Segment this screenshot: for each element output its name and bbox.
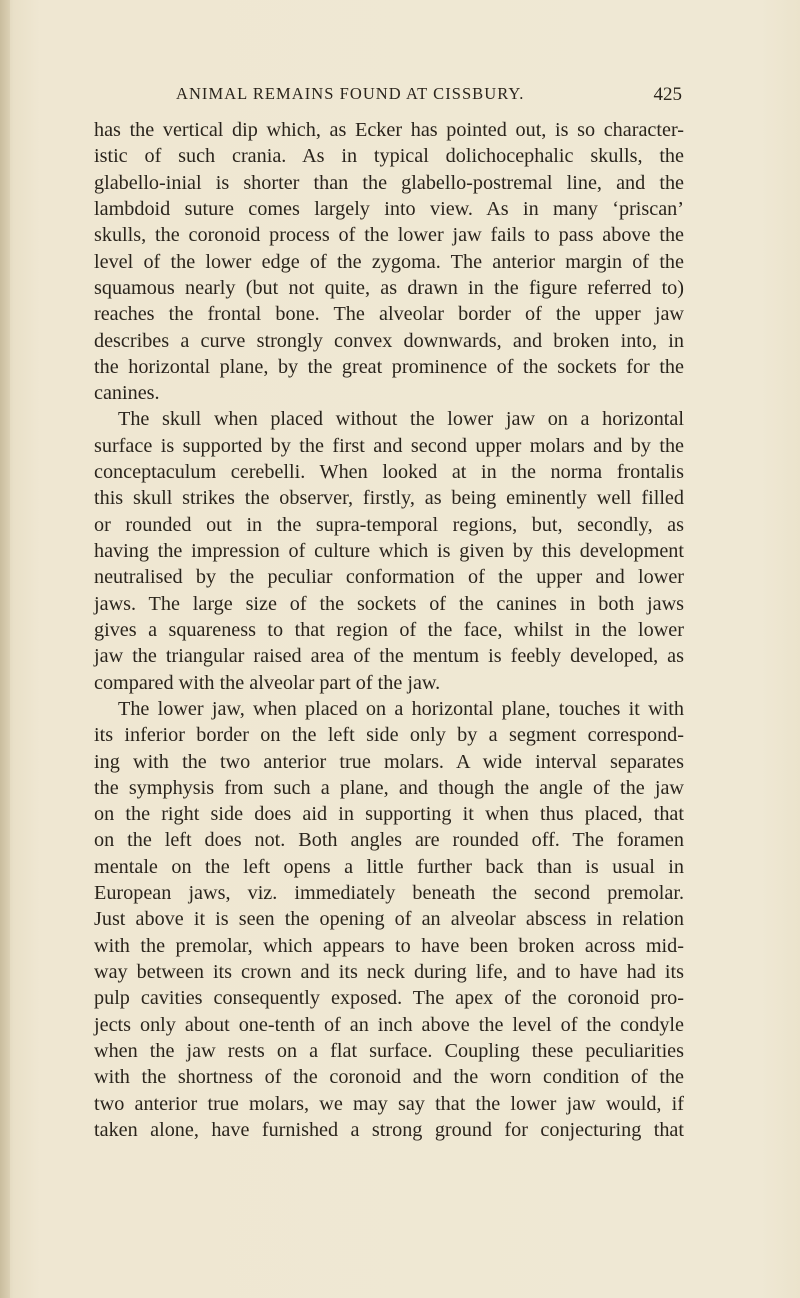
text-line: surface is supported by the first and second upper molars and by the xyxy=(94,434,684,457)
text-line: Just above it is seen the opening of an alveolar abscess in relation xyxy=(94,908,684,931)
text-line: The lower jaw, when placed on a horizontal plane, touches it with xyxy=(118,697,684,720)
text-line: pulp cavities consequently exposed. The apex of the coronoid pro- xyxy=(94,987,684,1010)
running-head: ANIMAL REMAINS FOUND AT CISSBURY. xyxy=(176,84,525,103)
text-line: on the left does not. Both angles are rounded off. The foramen xyxy=(94,829,684,852)
text-line: has the vertical dip which, as Ecker has pointed out, is so character- xyxy=(94,119,684,141)
text-line: neutralised by the peculiar conformation of the upper and lower xyxy=(94,566,684,589)
text-line: lambdoid suture comes largely into view. As in many ‘priscan’ xyxy=(94,197,684,220)
page-gutter-shadow xyxy=(0,0,10,1298)
text-line: when the jaw rests on a flat surface. Coupling these peculiarities xyxy=(94,1039,684,1062)
text-line: the symphysis from such a plane, and though the angle of the jaw xyxy=(94,776,684,799)
text-line: or rounded out in the supra-temporal regions, but, secondly, as xyxy=(94,513,684,536)
text-line: The skull when placed without the lower jaw on a horizontal xyxy=(118,408,684,431)
text-line: describes a curve strongly convex downwards, and broken into, in xyxy=(94,329,684,352)
text-line: canines. xyxy=(94,382,160,405)
text-line: conceptaculum cerebelli. When looked at in the norma frontalis xyxy=(94,461,684,484)
text-line: with the shortness of the coronoid and the worn condition of the xyxy=(94,1066,684,1089)
text-line: way between its crown and its neck during life, and to have had its xyxy=(94,961,684,983)
text-line: the horizontal plane, by the great prominence of the sockets for the xyxy=(94,355,684,378)
text-line: mentale on the left opens a little further back than is usual in xyxy=(94,855,684,878)
text-line: compared with the alveolar part of the jaw. xyxy=(94,671,441,694)
text-line: ing with the two anterior true molars. A wide interval separates xyxy=(94,750,684,773)
text-line: its inferior border on the left side only by a segment correspond- xyxy=(94,724,684,747)
text-line: two anterior true molars, we may say that the lower jaw would, if xyxy=(94,1092,684,1115)
text-line: European jaws, viz. immediately beneath the second premolar. xyxy=(94,882,684,905)
text-line: reaches the frontal bone. The alveolar border of the upper jaw xyxy=(94,303,684,326)
page-number: 425 xyxy=(653,84,682,105)
text-line: istic of such crania. As in typical dolichocephalic skulls, the xyxy=(94,145,684,168)
page-header xyxy=(176,84,682,108)
text-line: jaw the triangular raised area of the mentum is feebly developed, as xyxy=(94,645,684,668)
text-line: glabello-inial is shorter than the glabello-postremal line, and the xyxy=(94,171,684,194)
text-line: with the premolar, which appears to have been broken across mid- xyxy=(94,934,684,957)
text-line: squamous nearly (but not quite, as drawn in the figure referred to) xyxy=(94,276,684,299)
text-line: this skull strikes the observer, firstly, as being eminently well filled xyxy=(94,487,684,510)
body-text xyxy=(94,117,684,1143)
text-line: skulls, the coronoid process of the lower jaw fails to pass above the xyxy=(94,224,684,247)
text-line: on the right side does aid in supporting it when thus placed, that xyxy=(94,803,684,826)
text-line: gives a squareness to that region of the face, whilst in the lower xyxy=(94,618,684,641)
text-line: taken alone, have furnished a strong ground for conjecturing that xyxy=(94,1118,684,1141)
text-line: jaws. The large size of the sockets of the canines in both jaws xyxy=(94,592,684,615)
text-line: having the impression of culture which is given by this development xyxy=(94,540,684,562)
text-line: jects only about one-tenth of an inch above the level of the condyle xyxy=(94,1013,684,1036)
text-line: level of the lower edge of the zygoma. The anterior margin of the xyxy=(94,250,684,273)
